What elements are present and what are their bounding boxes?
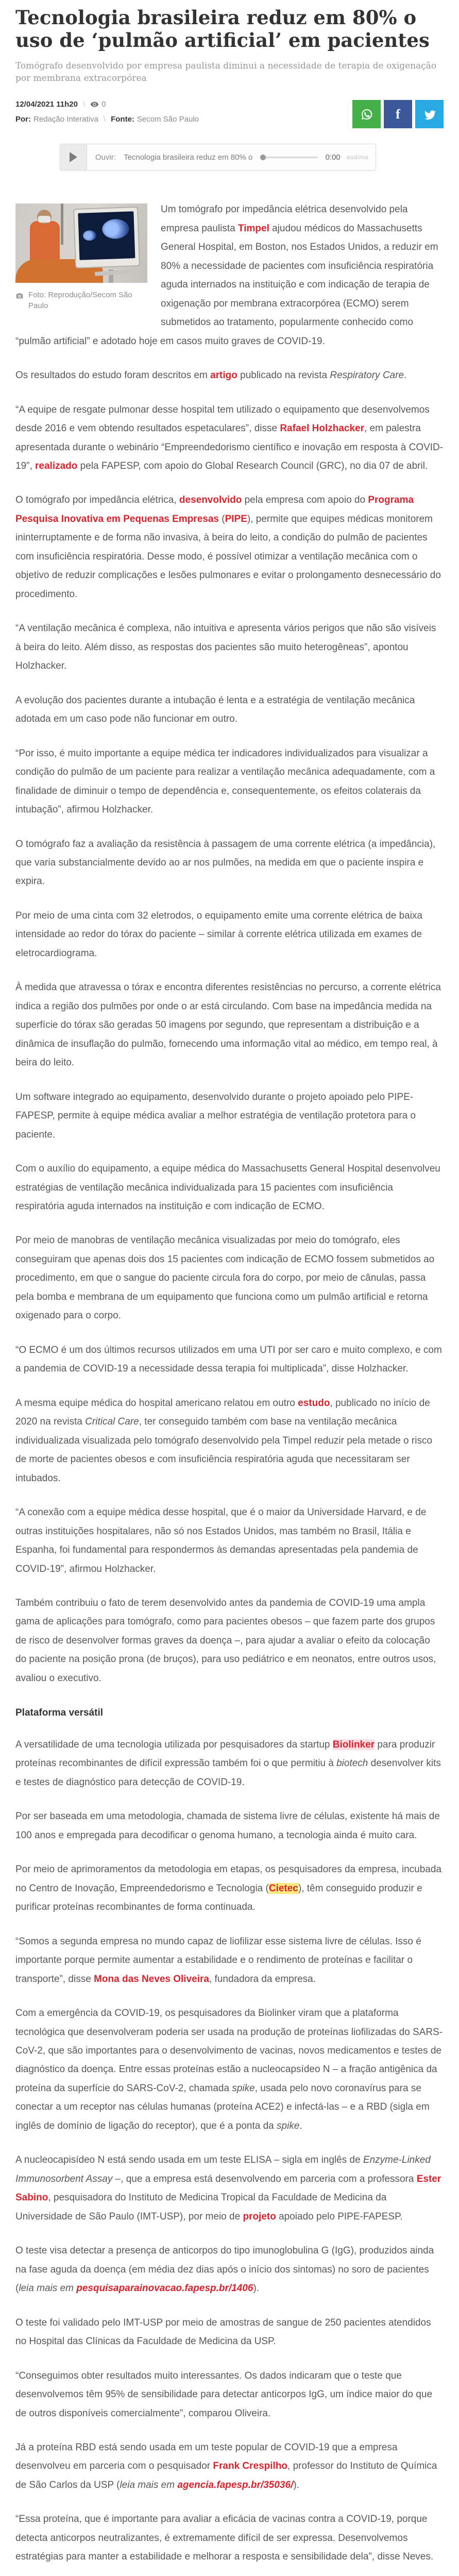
italic-text: leia mais em	[19, 2283, 77, 2294]
twitter-icon	[423, 108, 436, 121]
article-paragraph	[15, 2004, 444, 2136]
text-segment: para produzir proteínas recombinantes de difícil expressão também foi o que permitiu à	[15, 1739, 435, 1769]
text-segment: ), têm conseguido produzir e purificar proteínas recombinantes de forma continuada.	[15, 1883, 422, 1913]
audio-track-title: Tecnologia brasileira reduz em 80% o	[124, 152, 253, 162]
article-paragraph	[15, 491, 444, 604]
page-subtitle: Tomógrafo desenvolvido por empresa paulista diminui a necessidade de terapia de oxigenação por membrana extracorpórea	[15, 60, 437, 83]
photo-detail	[61, 204, 63, 245]
facebook-icon: f	[396, 106, 400, 122]
article-body	[15, 200, 444, 2576]
audio-progress-bar[interactable]	[260, 155, 318, 160]
article-paragraph	[15, 1394, 444, 1488]
inline-link[interactable]: projeto	[243, 2211, 276, 2222]
byline-author: Redação Interativa	[33, 115, 98, 124]
text-segment: desenvolver kits e testes de diagnóstico para detecção de COVID-19.	[15, 1758, 441, 1788]
article-paragraph	[15, 691, 444, 729]
article-paragraph	[15, 1341, 444, 1379]
camera-icon	[15, 292, 24, 300]
photo-caption	[15, 290, 147, 311]
photo-detail	[73, 207, 140, 268]
article-photo	[15, 204, 147, 283]
progress-handle[interactable]	[260, 155, 266, 160]
inline-link[interactable]: Biolinker	[332, 1739, 375, 1750]
photo-detail	[78, 212, 135, 261]
text-segment: Com o auxílio do equipamento, a equipe médica do Massachusetts General Hospital desenvolveu estratégias de ventilação mecânica individualizada para 15 pacientes com insuficiência respiratória aguda internados na instituição e com indicação de ECMO.	[15, 1163, 440, 1212]
text-segment: O tomógrafo faz a avaliação da resistência à passagem de uma corrente elétrica (a impedância), que varia substancialmente devido ao ar nos pulmões, na medida em que o paciente inspira e expira.	[15, 838, 436, 887]
article-paragraph	[15, 2242, 444, 2298]
text-segment: , professor do Instituto de Química de São Carlos da USP (	[15, 2461, 437, 2490]
italic-text: spike	[277, 2120, 300, 2131]
text-segment: O teste visa detectar a presença de anticorpos do tipo imunoglobulina G (IgG), produzidos ainda na fase aguda da doença (em média dez dias após o início dos sintomas) no soro de pacientes (	[15, 2245, 434, 2294]
text-segment: pela empresa com apoio do	[242, 495, 368, 506]
meta-left	[15, 100, 199, 124]
text-segment: “Conseguimos obter resultados muito interessantes. Os dados indicaram que o teste que desenvolvemos têm 95% de sensibilidade para detectar anticorpos IgG, um índice maior do que de outros disponíveis comercialmente”, comparou Oliveira.	[15, 2370, 433, 2419]
text-segment: Por ser baseada em uma metodologia, chamada de sistema livre de células, existente há mais de 100 anos e empregada para decodificar o genoma humano, a tecnologia ainda é muito cara.	[15, 1811, 440, 1841]
listen-label: Ouvir:	[95, 152, 116, 162]
text-segment: , fundadora da empresa.	[209, 1973, 316, 1985]
play-button[interactable]	[60, 144, 87, 170]
text-segment: , usada pelo novo coronavírus para se conectar a um receptor nas células humanas (proteína ACE2) e infectá-las – e a RBD (sigla em inglês de domínio de ligação do receptor), que é a ponta da	[15, 2082, 430, 2131]
article-figure	[15, 204, 147, 311]
inline-link[interactable]: desenvolvido	[179, 495, 242, 506]
text-segment: Um software integrado ao equipamento, desenvolvido durante o projeto apoiado pelo PIPE-FAPESP, permite à equipe médica avaliar a melhor estratégia de ventilação protetora para o paciente.	[15, 1091, 416, 1140]
views-count: 0	[101, 100, 106, 109]
text-segment: .	[299, 2120, 302, 2131]
article-paragraph	[15, 978, 444, 1072]
text-segment: ).	[293, 2479, 299, 2490]
eye-icon	[90, 100, 99, 109]
article-paragraph	[15, 2438, 444, 2495]
article-paragraph	[15, 1160, 444, 1216]
share-twitter-button[interactable]	[415, 100, 444, 128]
text-segment: “A conexão com a equipe médica desse hospital, que é o maior da Universidade Harvard, e de outras instituições hospitalares, não só nos Estados Unidos, mas também no Brasil, Itália e Espanha, foi fundamental para respondermos às demandas apresentadas pela pandemia de COVID-19”, afirmou Holzhacker.	[15, 1507, 427, 1574]
text-segment: , pesquisadora do Instituto de Medicina Tropical da Faculdade de Medicina da Universidade de São Paulo (IMT-USP), por meio de	[15, 2192, 387, 2222]
text-segment: , em palestra apresentada durante o webinário “Empreendedorismo científico e inovação em resposta à COVID-19”,	[15, 423, 444, 471]
text-segment: À medida que atravessa o tórax e encontra diferentes resistências no percurso, a corrente elétrica indica a região dos pulmões por onde o ar está circulando. Com base na impedância medida na superfície do tórax são geradas 50 imagens por segundo, que representam a distribuição e a dinâmica de insuflação do pulmão, fornecendo uma informação vital ao médico, em tempo real, à beira do leito.	[15, 982, 441, 1069]
article-paragraph	[15, 1503, 444, 1579]
audima-brand: audima	[346, 154, 368, 161]
text-segment: “Essa proteína, que é importante para avaliar a eficácia de vacinas contra a COVID-19, porque detecta anticorpos neutralizantes, é extremamente difícil de ser expressa. Desenvolvemos estratégias para manter a estabilidade e melhorar a resposta e sensibilidade dela”, disse Neves.	[15, 2514, 434, 2563]
share-facebook-button[interactable]	[384, 100, 412, 128]
inline-link[interactable]: estudo	[298, 1397, 330, 1409]
text-segment: A versatilidade de uma tecnologia utilizada por pesquisadores da startup	[15, 1739, 333, 1750]
article-paragraph	[15, 401, 444, 476]
article-paragraph	[15, 1933, 444, 1989]
text-segment: Um tomógrafo por impedância elétrica desenvolvido pela empresa paulista	[161, 204, 408, 234]
text-segment: Já a proteína RBD está sendo usada em um teste popular de COVID-19 que a empresa desenvolveu em parceria com o pesquisador	[15, 2442, 398, 2472]
article-paragraph	[15, 1807, 444, 1845]
article-paragraph	[15, 2314, 444, 2351]
inline-link[interactable]: Timpel	[237, 223, 269, 234]
share-buttons	[352, 100, 444, 128]
article-paragraph	[15, 366, 444, 385]
text-segment: , ter conseguido também com base na ventilação mecânica individualizada visualizada pelo tomógrafo desenvolvido pela Timpel reduzir pela metade o risco de morte de pacientes obesos e com insuficiência respiratória aguda que necessitaram ser intubados.	[15, 1416, 433, 1484]
inline-link[interactable]: pesquisaparainovacao.fapesp.br/1406	[76, 2283, 253, 2294]
source-name: Secom São Paulo	[137, 115, 199, 124]
text-segment: Por meio de aprimoramentos da metodologia em etapas, os pesquisadores da empresa, incubada no Centro de Inovação, Empreendedorismo e Tecnologia (	[15, 1864, 441, 1894]
byline-row	[15, 115, 199, 124]
text-segment: A evolução dos pacientes durante a intubação é lenta e a estratégia de ventilação mecânica adotada em um caso pode não funcionar em outro.	[15, 694, 415, 725]
italic-text: Enzyme-Linked Immunosorbent Assay	[15, 2155, 431, 2184]
article-paragraph	[15, 835, 444, 891]
text-segment: apoiado pelo PIPE-FAPESP.	[276, 2211, 403, 2222]
text-segment: ajudou médicos do Massachusetts General Hospital, em Boston, nos Estados Unidos, a reduzir em 80% a necessidade de pacientes com insuficiência respiratória aguda internados na instituição e com indicação de terapia de oxigenação por membrana extracorpórea (ECMO) serem submetidos ao tratamento, popularmente conhecido como “pulmão artificial” e adotado hoje em casos muito graves de COVID-19.	[15, 223, 438, 347]
inline-link[interactable]: Rafael Holzhacker	[280, 423, 365, 434]
italic-text: Respiratory Care	[330, 370, 404, 381]
article-paragraph	[15, 2367, 444, 2423]
inline-link[interactable]: Frank Crespilho	[213, 2461, 288, 2472]
inline-link[interactable]: Programa Pesquisa Inovativa em Pequenas Empresas	[15, 495, 414, 524]
italic-text: leia mais em	[120, 2479, 178, 2490]
text-segment: “O ECMO é um dos últimos recursos utilizados em uma UTI por ser caro e muito complexo, e com a pandemia de COVID-19 a necessidade dessa terapia foi multiplicada”, disse Holzhacker.	[15, 1344, 442, 1375]
text-segment: Também contribuiu o fato de terem desenvolvido antes da pandemia de COVID-19 uma ampla gama de aplicações para tomógrafo, como para pacientes obesos – que fazem parte dos grupos de risco de desenvolver formas graves da doença –, para ajudar a avaliar o efeito da colocação do paciente na posição prona (de bruços), para uso pediátrico e em neonatos, entre outros usos, avaliou o executivo.	[15, 1597, 436, 1684]
play-icon	[70, 152, 77, 162]
article-paragraph	[15, 744, 444, 820]
photo-caption-text: Foto: Reprodução/Secom São Paulo	[28, 291, 132, 310]
inline-link[interactable]: Cietec	[268, 1883, 298, 1894]
text-segment: Por meio de manobras de ventilação mecânica visualizadas por meio do tomógrafo, eles conseguiram que apenas dois dos 15 pacientes com indicação de ECMO fossem submetidos ao procedimento, em que o sangue do paciente circula fora do corpo, por meio de cânulas, passa pela bomba e membrana de um equipamento que funciona como um pulmão artificial e retorna oxigenado para o corpo.	[15, 1235, 435, 1321]
article-paragraph	[15, 907, 444, 963]
inline-link[interactable]: artigo	[210, 370, 237, 381]
article-paragraph	[15, 1231, 444, 1325]
text-segment: “A ventilação mecânica é complexa, não intuitiva e apresenta vários perigos que não são visíveis à beira do leito. Além disso, as respostas dos pacientes são muito heterogêneas”, apontou Holzhacker.	[15, 623, 436, 672]
text-segment: Por meio de uma cinta com 32 eletrodos, o equipamento emite uma corrente elétrica de baixa intensidade ao redor do tórax do paciente – similar à corrente elétrica utilizada em exames de eletrocardiograma.	[15, 910, 422, 959]
text-segment: Os resultados do estudo foram descritos em	[15, 370, 211, 381]
text-segment: O teste foi validado pelo IMT-USP por meio de amostras de sangue de 250 pacientes atendidos no Hospital das Clínicas da Faculdade de Medicina da USP.	[15, 2317, 431, 2347]
photo-detail	[83, 230, 97, 241]
article-paragraph	[15, 2510, 444, 2566]
text-segment: –, que a empresa está desenvolvendo em parceria com a professora	[112, 2173, 417, 2184]
inline-link[interactable]: agencia.fapesp.br/35036/	[177, 2479, 294, 2490]
article-paragraph	[15, 1860, 444, 1917]
source-label: Fonte:	[111, 115, 134, 124]
audio-player	[60, 144, 376, 171]
section-heading: Plataforma versátil	[15, 1707, 104, 1719]
text-segment: “A equipe de resgate pulmonar desse hospital tem utilizado o equipamento que desenvolvemos desde 2016 e vem obtendo resultados espetaculares”, disse	[15, 404, 430, 434]
separator: \	[103, 115, 106, 124]
text-segment: “Por isso, é muito importante a equipe médica ter indicadores individualizados para visualizar a condição do pulmão de um paciente para realizar a ventilação mecânica adequadamente, com a finalidade de diminuir o tempo de dependência e, consequentemente, os efeitos colaterais da intubação”, afirmou Holzhacker.	[15, 748, 435, 816]
separator: \	[82, 100, 86, 109]
text-segment: ), permite que equipes médicas monitorem ininterruptamente e de forma não invasiva, à beira do leito, a condição do pulmão de pacientes com insuficiência respiratória. Desse modo, é possível otimizar a ventilação mecânica com o objetivo de reduzir complicações e lesões pulmonares e evitar o prolongamento desnecessário do procedimento.	[15, 513, 441, 600]
inline-link[interactable]: Mona das Neves Oliveira	[94, 1973, 209, 1985]
progress-track	[266, 157, 318, 158]
text-segment: A nucleocapisídeo N está sendo usada em um teste ELISA – sigla em inglês de	[15, 2155, 363, 2166]
text-segment: pela FAPESP, com apoio do Global Research Council (GRC), no dia 07 de abril.	[77, 461, 428, 471]
article-paragraph	[15, 2151, 444, 2226]
whatsapp-icon	[361, 108, 373, 121]
article-paragraph	[15, 1088, 444, 1144]
inline-link[interactable]: realizado	[35, 461, 78, 471]
article-paragraph	[15, 619, 444, 675]
text-segment: A mesma equipe médica do hospital americano relatou em outro	[15, 1397, 298, 1409]
publish-date: 12/04/2021 11h20	[15, 100, 78, 109]
text-segment: , publicado no início de 2020 na revista	[15, 1397, 430, 1428]
date-row	[15, 100, 199, 109]
italic-text: Critical Care	[85, 1416, 139, 1428]
text-segment: publicado na revista	[237, 370, 330, 381]
italic-text: biotech	[336, 1758, 368, 1769]
text-segment: O tomógrafo por impedância elétrica,	[15, 495, 179, 506]
page-title: Tecnologia brasileira reduz em 80% o uso de ‘pulmão artificial’ em pacientes	[15, 6, 430, 52]
audio-time: 0:00	[325, 152, 341, 162]
text-segment: Com a emergência da COVID-19, os pesquisadores da Biolinker viram que a plataforma tecnológica que desenvolveram poderia ser usada na produção de proteínas liofilizadas do SARS-CoV-2, que são importantes para o desenvolvimento de vacinas, novos medicamentos e testes de diagnóstico da doença. Entre essas proteínas estão a nucleocapsídeo N – a fração antigênica da proteína da superfície do SARS-CoV-2, chamada	[15, 2008, 443, 2094]
inline-link[interactable]: Ester Sabino	[15, 2173, 441, 2204]
text-segment: ).	[253, 2283, 260, 2294]
photo-detail	[102, 219, 129, 240]
inline-link[interactable]: PIPE	[225, 513, 247, 524]
text-segment: .	[404, 370, 407, 381]
article-paragraph	[15, 1594, 444, 1688]
text-segment: (	[218, 513, 225, 524]
byline-label: Por:	[15, 115, 31, 124]
meta-section	[15, 100, 444, 128]
italic-text: spike	[232, 2082, 255, 2094]
views-counter	[90, 100, 106, 109]
share-whatsapp-button[interactable]	[352, 100, 381, 128]
article-paragraph	[15, 1736, 444, 1792]
photo-detail	[38, 216, 50, 223]
text-segment: “Somos a segunda empresa no mundo capaz de liofilizar esse sistema livre de células. Isso é importante porque permite aumentar a estabilidade e o rendimento de proteínas e facilitar o transporte”, disse	[15, 1936, 421, 1985]
